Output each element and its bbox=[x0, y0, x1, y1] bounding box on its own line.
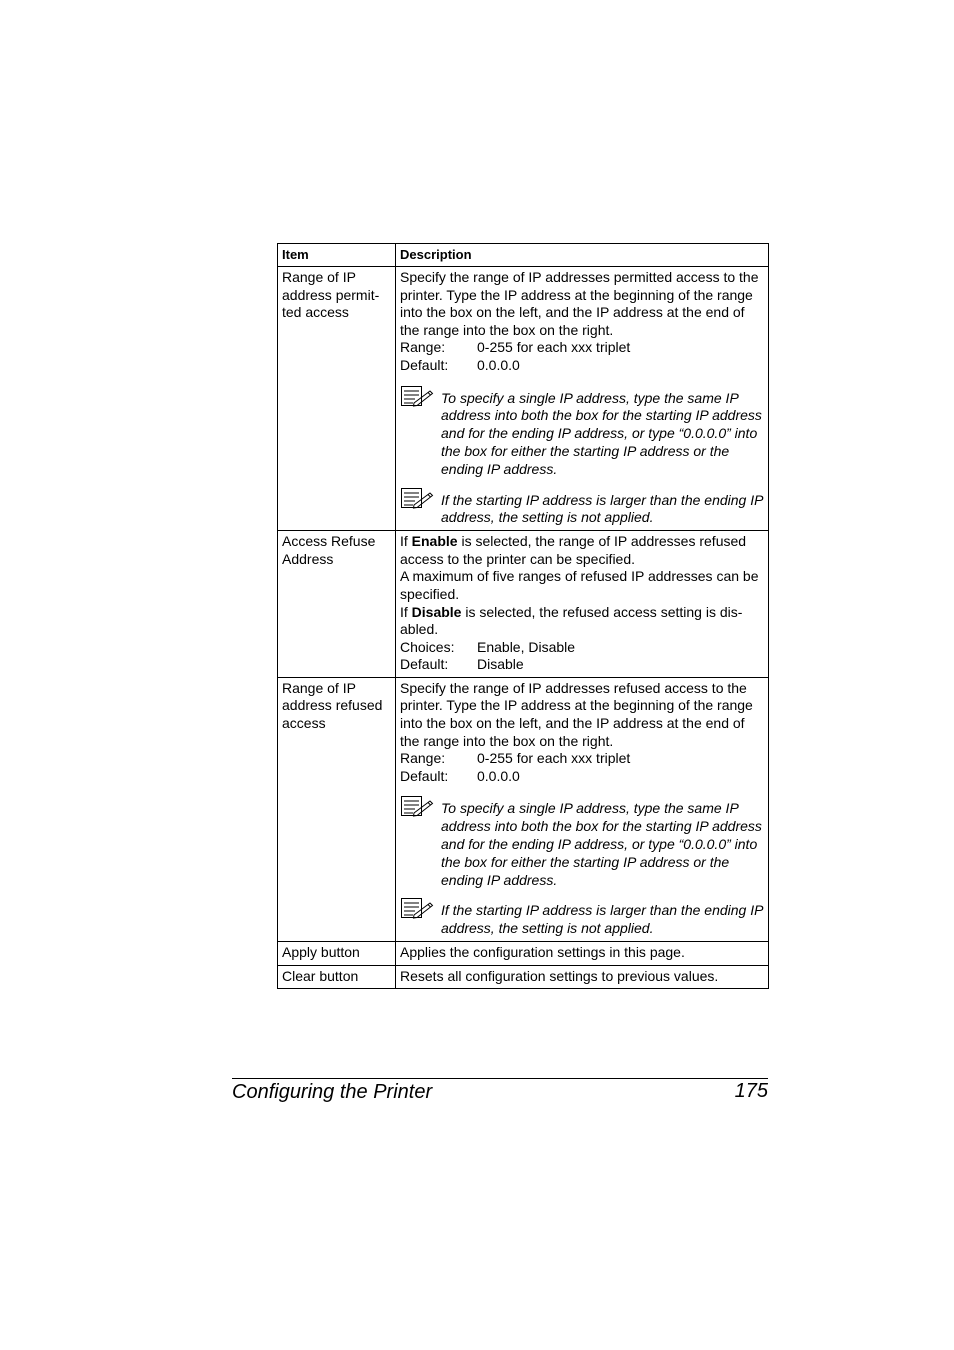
choices-line bbox=[400, 639, 765, 657]
description-text: Resets all configuration settings to previous values. bbox=[400, 967, 719, 984]
table-row bbox=[278, 531, 769, 678]
disable-term: Disable bbox=[411, 603, 462, 620]
default-value: 0.0.0.0 bbox=[477, 356, 520, 373]
item-cell bbox=[278, 965, 396, 989]
note-pencil-icon bbox=[400, 795, 441, 889]
description-cell bbox=[396, 965, 769, 989]
item-label: Apply button bbox=[282, 944, 360, 961]
range-value: 0-255 for each xxx triplet bbox=[477, 750, 631, 767]
text-run: is selected, the refused access setting is dis-abled. bbox=[400, 603, 743, 638]
table-row bbox=[278, 677, 769, 941]
note-text: To specify a single IP address, type the same IP address into both the box for the starting IP address and for the ending IP address, or type “0.0.0.0” into the box for either the starting IP address or the ending IP address. bbox=[441, 389, 762, 477]
default-value: Disable bbox=[477, 656, 524, 673]
settings-table bbox=[277, 243, 769, 989]
table-header-row bbox=[278, 244, 769, 267]
text-run: If bbox=[400, 533, 412, 550]
description-cell bbox=[396, 267, 769, 531]
note-pencil-icon bbox=[400, 487, 441, 528]
item-label: Clear button bbox=[282, 967, 359, 984]
description-text: Applies the configuration settings in this page. bbox=[400, 944, 685, 961]
description-text bbox=[400, 533, 765, 568]
footer-divider bbox=[232, 1078, 768, 1079]
note-text: If the starting IP address is larger than the ending IP address, the setting is not applied. bbox=[441, 491, 763, 526]
range-line bbox=[400, 750, 765, 768]
default-line bbox=[400, 768, 765, 786]
description-text: A maximum of five ranges of refused IP addresses can be specified. bbox=[400, 568, 759, 602]
default-label: Default: bbox=[400, 656, 449, 673]
item-cell bbox=[278, 267, 396, 531]
description-cell bbox=[396, 531, 769, 678]
note bbox=[400, 897, 765, 938]
note bbox=[400, 385, 765, 479]
description-text: Specify the range of IP addresses refused access to the printer. Type the IP address at the beginning of the range into the box on the left, and the IP address at the end of the range into the box on the right. bbox=[400, 679, 753, 749]
header-item: Item bbox=[278, 244, 396, 267]
enable-term: Enable bbox=[411, 533, 458, 550]
note-pencil-icon bbox=[400, 385, 441, 479]
note-text: If the starting IP address is larger than the ending IP address, the setting is not applied. bbox=[441, 902, 763, 937]
table-row bbox=[278, 267, 769, 531]
default-value: 0.0.0.0 bbox=[477, 767, 520, 784]
default-label: Default: bbox=[400, 767, 449, 784]
description-text bbox=[400, 604, 765, 639]
description-cell bbox=[396, 677, 769, 941]
note bbox=[400, 795, 765, 889]
choices-label: Choices: bbox=[400, 638, 455, 655]
note-text: To specify a single IP address, type the same IP address into both the box for the starting IP address and for the ending IP address, or type “0.0.0.0” into the box for either the starting IP address or the ending IP address. bbox=[441, 800, 762, 888]
item-cell bbox=[278, 531, 396, 678]
range-line bbox=[400, 339, 765, 357]
footer-title: Configuring the Printer bbox=[232, 1081, 433, 1103]
note-pencil-icon bbox=[400, 897, 441, 938]
choices-value: Enable, Disable bbox=[477, 638, 576, 655]
text-run: is selected, the range of IP addresses refused access to the printer can be specified. bbox=[400, 533, 747, 567]
header-description: Description bbox=[396, 244, 769, 267]
item-label: Range of IP address permit-ted access bbox=[282, 269, 380, 321]
item-label: Access Refuse Address bbox=[282, 533, 376, 567]
table-row bbox=[278, 942, 769, 966]
table-row bbox=[278, 965, 769, 989]
default-line bbox=[400, 656, 765, 674]
item-cell bbox=[278, 942, 396, 966]
item-label: Range of IP address refused access bbox=[282, 679, 383, 732]
default-line bbox=[400, 357, 765, 375]
page-number: 175 bbox=[734, 1080, 768, 1102]
default-label: Default: bbox=[400, 356, 449, 373]
note bbox=[400, 487, 765, 528]
range-label: Range: bbox=[400, 339, 446, 356]
range-label: Range: bbox=[400, 750, 446, 767]
item-cell bbox=[278, 677, 396, 941]
text-run: If bbox=[400, 603, 412, 620]
description-cell bbox=[396, 942, 769, 966]
description-text: Specify the range of IP addresses permitted access to the printer. Type the IP address at the beginning of the range into the box on the left, and the IP address at the end of the range into the box on the right. bbox=[400, 269, 759, 338]
range-value: 0-255 for each xxx triplet bbox=[477, 339, 631, 356]
